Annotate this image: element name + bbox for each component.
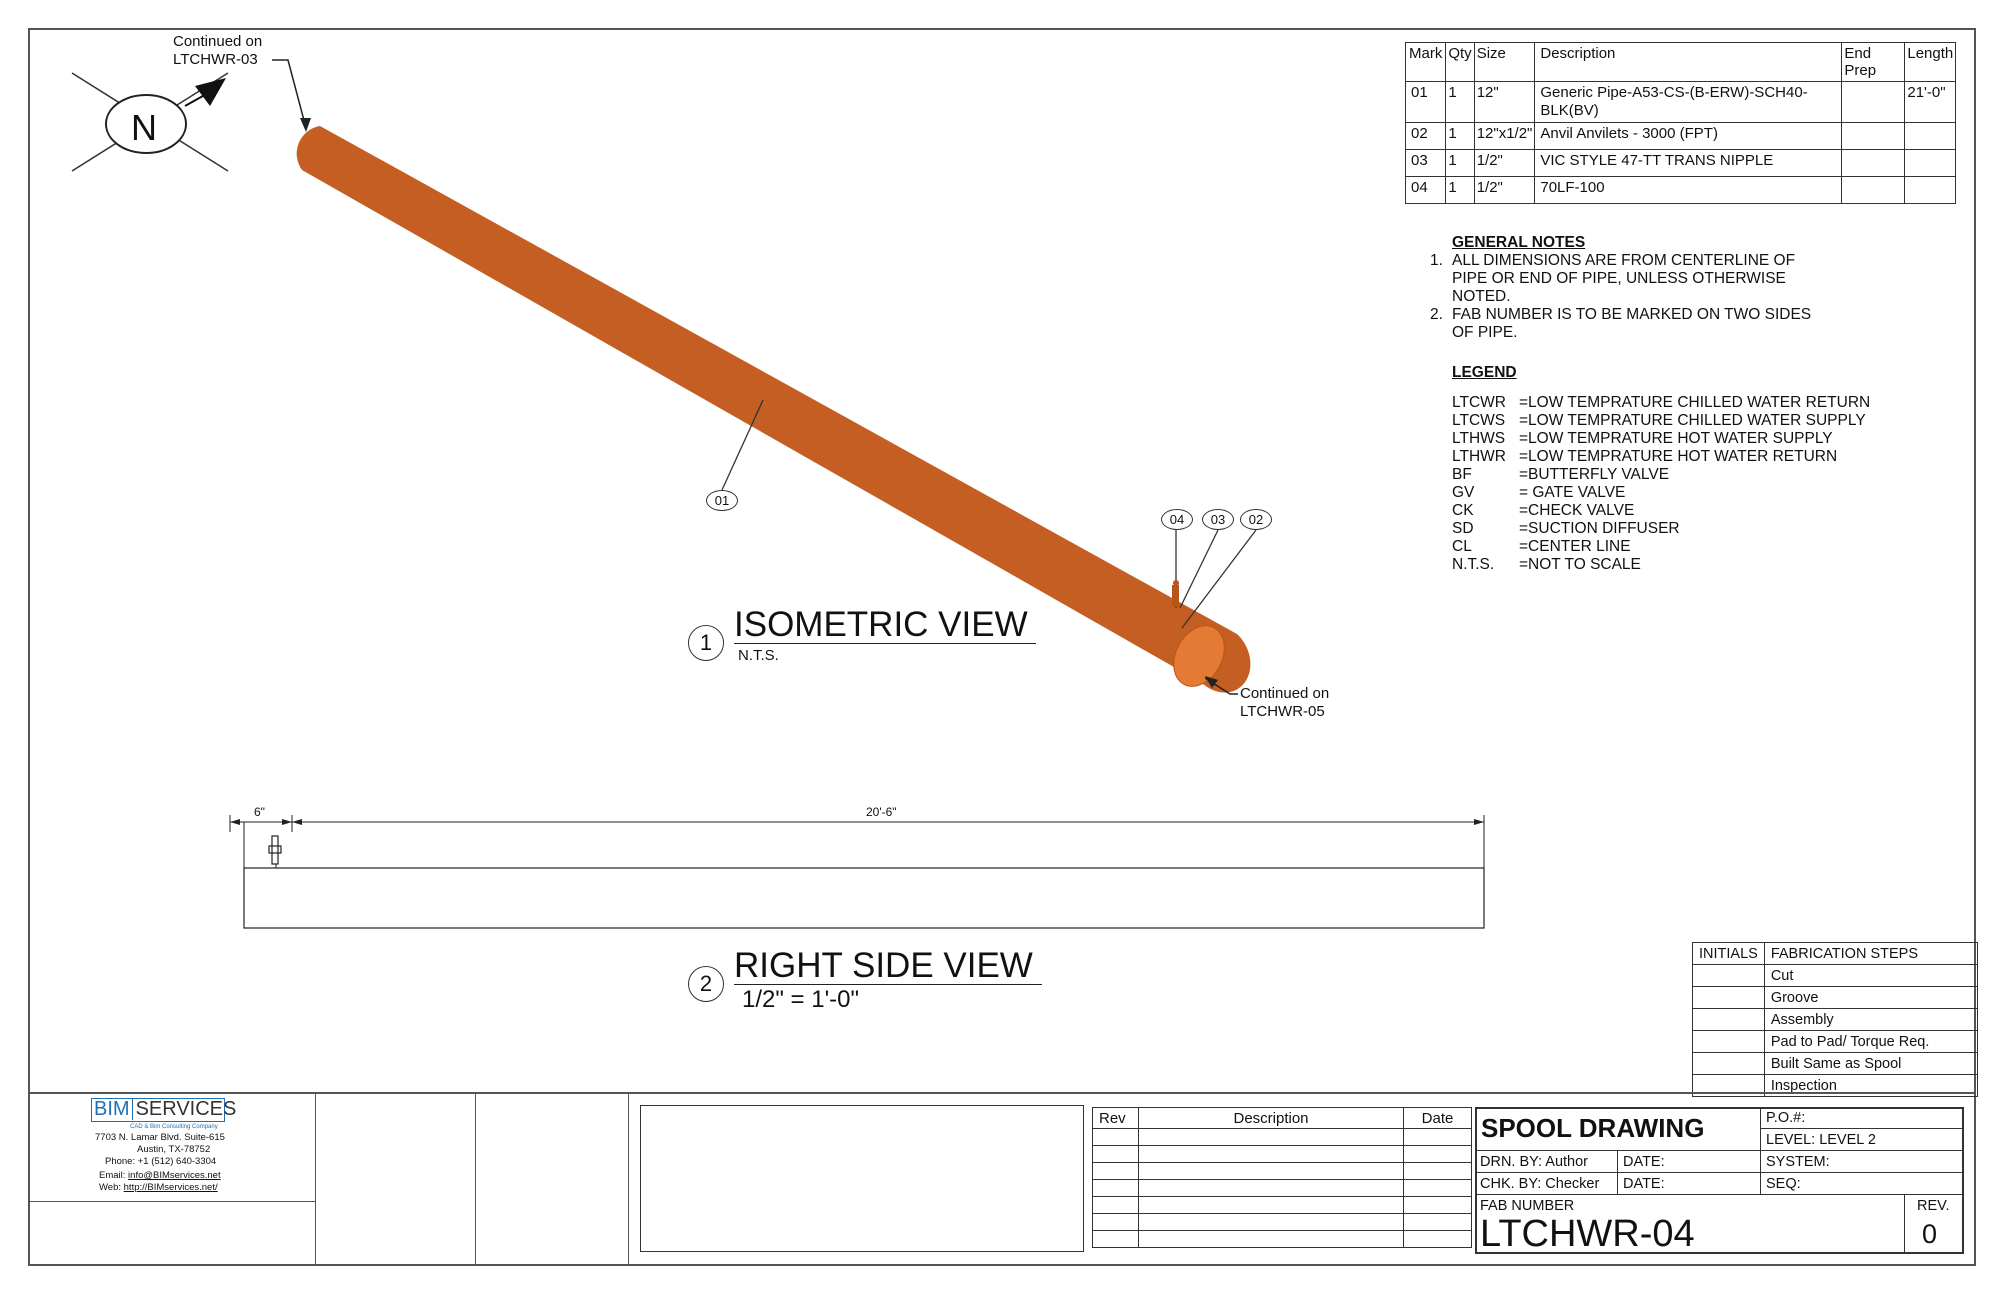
bom-cell-end-prep bbox=[1842, 123, 1905, 150]
rev-row bbox=[1093, 1214, 1472, 1231]
bom-cell-length bbox=[1905, 123, 1956, 150]
fab-header-initials: INITIALS bbox=[1693, 943, 1765, 965]
bom-cell-description: VIC STYLE 47-TT TRANS NIPPLE bbox=[1535, 150, 1842, 177]
dimension-6-inch: 6" bbox=[254, 805, 265, 819]
bom-cell-length bbox=[1905, 177, 1956, 204]
continued-top-line2: LTCHWR-03 bbox=[173, 51, 258, 68]
note-1-number: 1. bbox=[1430, 252, 1443, 269]
legend-meaning: =BUTTERFLY VALVE bbox=[1519, 466, 1670, 483]
bom-header-qty: Qty bbox=[1446, 43, 1474, 82]
fab-initials-cell bbox=[1693, 1031, 1765, 1053]
rev-value: 0 bbox=[1922, 1219, 1938, 1249]
isometric-view-scale: N.T.S. bbox=[738, 647, 779, 664]
legend-abbr: LTCWR bbox=[1452, 394, 1506, 411]
continued-bottom-line2: LTCHWR-05 bbox=[1240, 703, 1325, 720]
fab-initials-cell bbox=[1693, 1009, 1765, 1031]
bom-header-description: Description bbox=[1535, 43, 1842, 82]
legend-meaning: =LOW TEMPRATURE CHILLED WATER SUPPLY bbox=[1519, 412, 1866, 429]
bom-cell-qty: 1 bbox=[1446, 123, 1474, 150]
legend-abbr: LTCWS bbox=[1452, 412, 1506, 429]
isometric-view-number: 1 bbox=[688, 625, 724, 661]
company-web-line bbox=[99, 1183, 218, 1193]
bom-cell-size: 1/2" bbox=[1474, 150, 1535, 177]
fab-step-label: Assembly bbox=[1764, 1009, 1977, 1031]
legend-meaning: =SUCTION DIFFUSER bbox=[1519, 520, 1680, 537]
note-1-line-2: PIPE OR END OF PIPE, UNLESS OTHERWISE bbox=[1452, 270, 1786, 287]
bom-row bbox=[1406, 177, 1956, 204]
dimension-20-6: 20'-6" bbox=[866, 805, 897, 819]
fab-step-row bbox=[1693, 965, 1978, 987]
company-logo-left: BIM bbox=[92, 1098, 133, 1120]
title-block-title: SPOOL DRAWING bbox=[1481, 1113, 1705, 1143]
blank-notes-box bbox=[640, 1105, 1084, 1252]
rev-row bbox=[1093, 1163, 1472, 1180]
fab-step-row bbox=[1693, 1031, 1978, 1053]
bom-cell-mark: 01 bbox=[1406, 82, 1446, 123]
bom-cell-description: 70LF-100 bbox=[1535, 177, 1842, 204]
continued-bottom-line1: Continued on bbox=[1240, 685, 1330, 702]
bom-cell-size: 1/2" bbox=[1474, 177, 1535, 204]
rev-row bbox=[1093, 1180, 1472, 1197]
continued-top-line1: Continued on bbox=[173, 33, 263, 50]
rev-row bbox=[1093, 1129, 1472, 1146]
bom-cell-qty: 1 bbox=[1446, 82, 1474, 123]
company-web-link[interactable]: http://BIMservices.net/ bbox=[123, 1182, 218, 1193]
bom-cell-end-prep bbox=[1842, 150, 1905, 177]
fab-initials-cell bbox=[1693, 1053, 1765, 1075]
right-side-view-underline bbox=[734, 984, 1042, 985]
bom-cell-end-prep bbox=[1842, 82, 1905, 123]
revision-table bbox=[1092, 1107, 1472, 1248]
fab-number-label: FAB NUMBER bbox=[1480, 1198, 1575, 1214]
drawn-by-label: DRN. BY: bbox=[1480, 1154, 1543, 1170]
date-2-label: DATE: bbox=[1623, 1176, 1665, 1192]
tb-line-3 bbox=[1475, 1194, 1964, 1195]
company-logo bbox=[91, 1098, 237, 1122]
drawn-by bbox=[1480, 1155, 1588, 1170]
legend-abbr: CL bbox=[1452, 538, 1472, 555]
right-side-view-number: 2 bbox=[688, 966, 724, 1002]
bom-cell-description: Anvil Anvilets - 3000 (FPT) bbox=[1535, 123, 1842, 150]
bom-header-end-prep: End Prep bbox=[1842, 43, 1905, 82]
checked-by-label: CHK. BY: bbox=[1480, 1176, 1542, 1192]
tb-vline-right bbox=[1760, 1107, 1761, 1194]
fab-step-label: Pad to Pad/ Torque Req. bbox=[1764, 1031, 1977, 1053]
bom-header-row bbox=[1406, 43, 1956, 82]
fab-step-label: Groove bbox=[1764, 987, 1977, 1009]
company-address-2: Austin, TX-78752 bbox=[137, 1144, 211, 1155]
seq-label: SEQ: bbox=[1766, 1176, 1801, 1192]
company-logo-right: SERVICES bbox=[135, 1098, 237, 1120]
rev-row bbox=[1093, 1197, 1472, 1214]
rev-row bbox=[1093, 1231, 1472, 1248]
bom-cell-length: 21'-0" bbox=[1905, 82, 1956, 123]
level-label: LEVEL: LEVEL 2 bbox=[1766, 1132, 1876, 1148]
bom-cell-qty: 1 bbox=[1446, 177, 1474, 204]
company-box-divider bbox=[28, 1201, 315, 1202]
note-1-line-3: NOTED. bbox=[1452, 288, 1511, 305]
legend-meaning: =LOW TEMPRATURE HOT WATER SUPPLY bbox=[1519, 430, 1833, 447]
bom-cell-size: 12" bbox=[1474, 82, 1535, 123]
legend-meaning: =CENTER LINE bbox=[1519, 538, 1631, 555]
general-notes-title: GENERAL NOTES bbox=[1452, 234, 1586, 251]
bom-cell-mark: 03 bbox=[1406, 150, 1446, 177]
fabrication-steps-table bbox=[1692, 942, 1978, 1097]
rev-header-row bbox=[1093, 1108, 1472, 1129]
fab-step-label: Built Same as Spool bbox=[1764, 1053, 1977, 1075]
company-tagline: CAD & Bim Consulting Company bbox=[130, 1124, 218, 1130]
note-2-line-1: FAB NUMBER IS TO BE MARKED ON TWO SIDES bbox=[1452, 306, 1812, 323]
legend-abbr: LTHWR bbox=[1452, 448, 1506, 465]
bom-row bbox=[1406, 123, 1956, 150]
tag-04: 04 bbox=[1161, 509, 1193, 530]
legend-abbr: GV bbox=[1452, 484, 1475, 501]
note-2-number: 2. bbox=[1430, 306, 1443, 323]
tb-line-1 bbox=[1475, 1150, 1964, 1151]
tag-03: 03 bbox=[1202, 509, 1234, 530]
rev-row bbox=[1093, 1146, 1472, 1163]
bom-header-mark: Mark bbox=[1406, 43, 1446, 82]
isometric-view-title: ISOMETRIC VIEW bbox=[734, 605, 1028, 644]
tb-vline-rev bbox=[1904, 1194, 1905, 1254]
fab-step-row bbox=[1693, 987, 1978, 1009]
bom-cell-description: Generic Pipe-A53-CS-(B-ERW)-SCH40-BLK(BV) bbox=[1535, 82, 1842, 123]
rev-label: REV. bbox=[1917, 1198, 1950, 1214]
legend-meaning: =LOW TEMPRATURE CHILLED WATER RETURN bbox=[1519, 394, 1871, 411]
legend-title: LEGEND bbox=[1452, 364, 1517, 381]
bom-cell-mark: 04 bbox=[1406, 177, 1446, 204]
legend-meaning: =NOT TO SCALE bbox=[1519, 556, 1641, 573]
isometric-view-underline bbox=[734, 643, 1036, 644]
bom-row bbox=[1406, 150, 1956, 177]
fab-initials-cell bbox=[1693, 987, 1765, 1009]
bom-cell-mark: 02 bbox=[1406, 123, 1446, 150]
company-email-link[interactable]: info@BIMservices.net bbox=[128, 1170, 221, 1181]
north-label: N bbox=[131, 107, 157, 148]
checked-by bbox=[1480, 1177, 1599, 1192]
legend-abbr: SD bbox=[1452, 520, 1474, 537]
isometric-pipe-drawing bbox=[0, 0, 1400, 800]
fab-step-row bbox=[1693, 1053, 1978, 1075]
company-email-label: Email: bbox=[99, 1170, 129, 1181]
legend-meaning: = GATE VALVE bbox=[1519, 484, 1626, 501]
company-phone: Phone: +1 (512) 640-3304 bbox=[105, 1156, 217, 1167]
company-web-label: Web: bbox=[99, 1182, 124, 1193]
strip-separator-2 bbox=[475, 1092, 476, 1266]
fab-header-row bbox=[1693, 943, 1978, 965]
bom-cell-qty: 1 bbox=[1446, 150, 1474, 177]
legend-abbr: N.T.S. bbox=[1452, 556, 1495, 573]
tag-01: 01 bbox=[706, 490, 738, 511]
strip-separator-3 bbox=[628, 1092, 629, 1266]
bill-of-materials-table bbox=[1405, 42, 1956, 204]
bom-row bbox=[1406, 82, 1956, 123]
tag-02: 02 bbox=[1240, 509, 1272, 530]
note-2-line-2: OF PIPE. bbox=[1452, 324, 1518, 341]
legend-abbr: CK bbox=[1452, 502, 1474, 519]
bom-header-length: Length bbox=[1905, 43, 1956, 82]
legend-abbr: LTHWS bbox=[1452, 430, 1506, 447]
tb-line-2 bbox=[1475, 1172, 1964, 1173]
fab-initials-cell bbox=[1693, 965, 1765, 987]
rev-header-description: Description bbox=[1139, 1108, 1404, 1129]
fab-step-label: Cut bbox=[1764, 965, 1977, 987]
system-label: SYSTEM: bbox=[1766, 1154, 1830, 1170]
bom-cell-end-prep bbox=[1842, 177, 1905, 204]
rev-header-date: Date bbox=[1404, 1108, 1472, 1129]
fab-number-value: LTCHWR-04 bbox=[1480, 1213, 1695, 1255]
legend-meaning: =CHECK VALVE bbox=[1519, 502, 1635, 519]
drawn-by-value: Author bbox=[1545, 1154, 1589, 1170]
right-side-view-drawing bbox=[220, 800, 1520, 940]
legend-abbr: BF bbox=[1452, 466, 1472, 483]
right-side-view-scale: 1/2" = 1'-0" bbox=[742, 986, 860, 1013]
company-address-1: 7703 N. Lamar Blvd. Suite-615 bbox=[95, 1132, 225, 1143]
bom-header-size: Size bbox=[1474, 43, 1535, 82]
po-label: P.O.#: bbox=[1766, 1110, 1806, 1126]
note-1-line-1: ALL DIMENSIONS ARE FROM CENTERLINE OF bbox=[1452, 252, 1796, 269]
legend-meaning: =LOW TEMPRATURE HOT WATER RETURN bbox=[1519, 448, 1838, 465]
strip-separator-1 bbox=[315, 1092, 316, 1266]
fab-header-steps: FABRICATION STEPS bbox=[1764, 943, 1977, 965]
company-email-line bbox=[99, 1171, 221, 1181]
bom-cell-size: 12"x1/2" bbox=[1474, 123, 1535, 150]
fab-step-label: Inspection bbox=[1764, 1075, 1977, 1097]
tb-vline-date bbox=[1617, 1150, 1618, 1194]
checked-by-value: Checker bbox=[1545, 1176, 1600, 1192]
bom-cell-length bbox=[1905, 150, 1956, 177]
rev-header-rev: Rev bbox=[1093, 1108, 1139, 1129]
tb-line-level bbox=[1760, 1128, 1964, 1129]
right-side-view-title: RIGHT SIDE VIEW bbox=[734, 946, 1033, 985]
date-1-label: DATE: bbox=[1623, 1154, 1665, 1170]
bottom-strip-divider bbox=[28, 1092, 1976, 1094]
fab-step-row bbox=[1693, 1009, 1978, 1031]
